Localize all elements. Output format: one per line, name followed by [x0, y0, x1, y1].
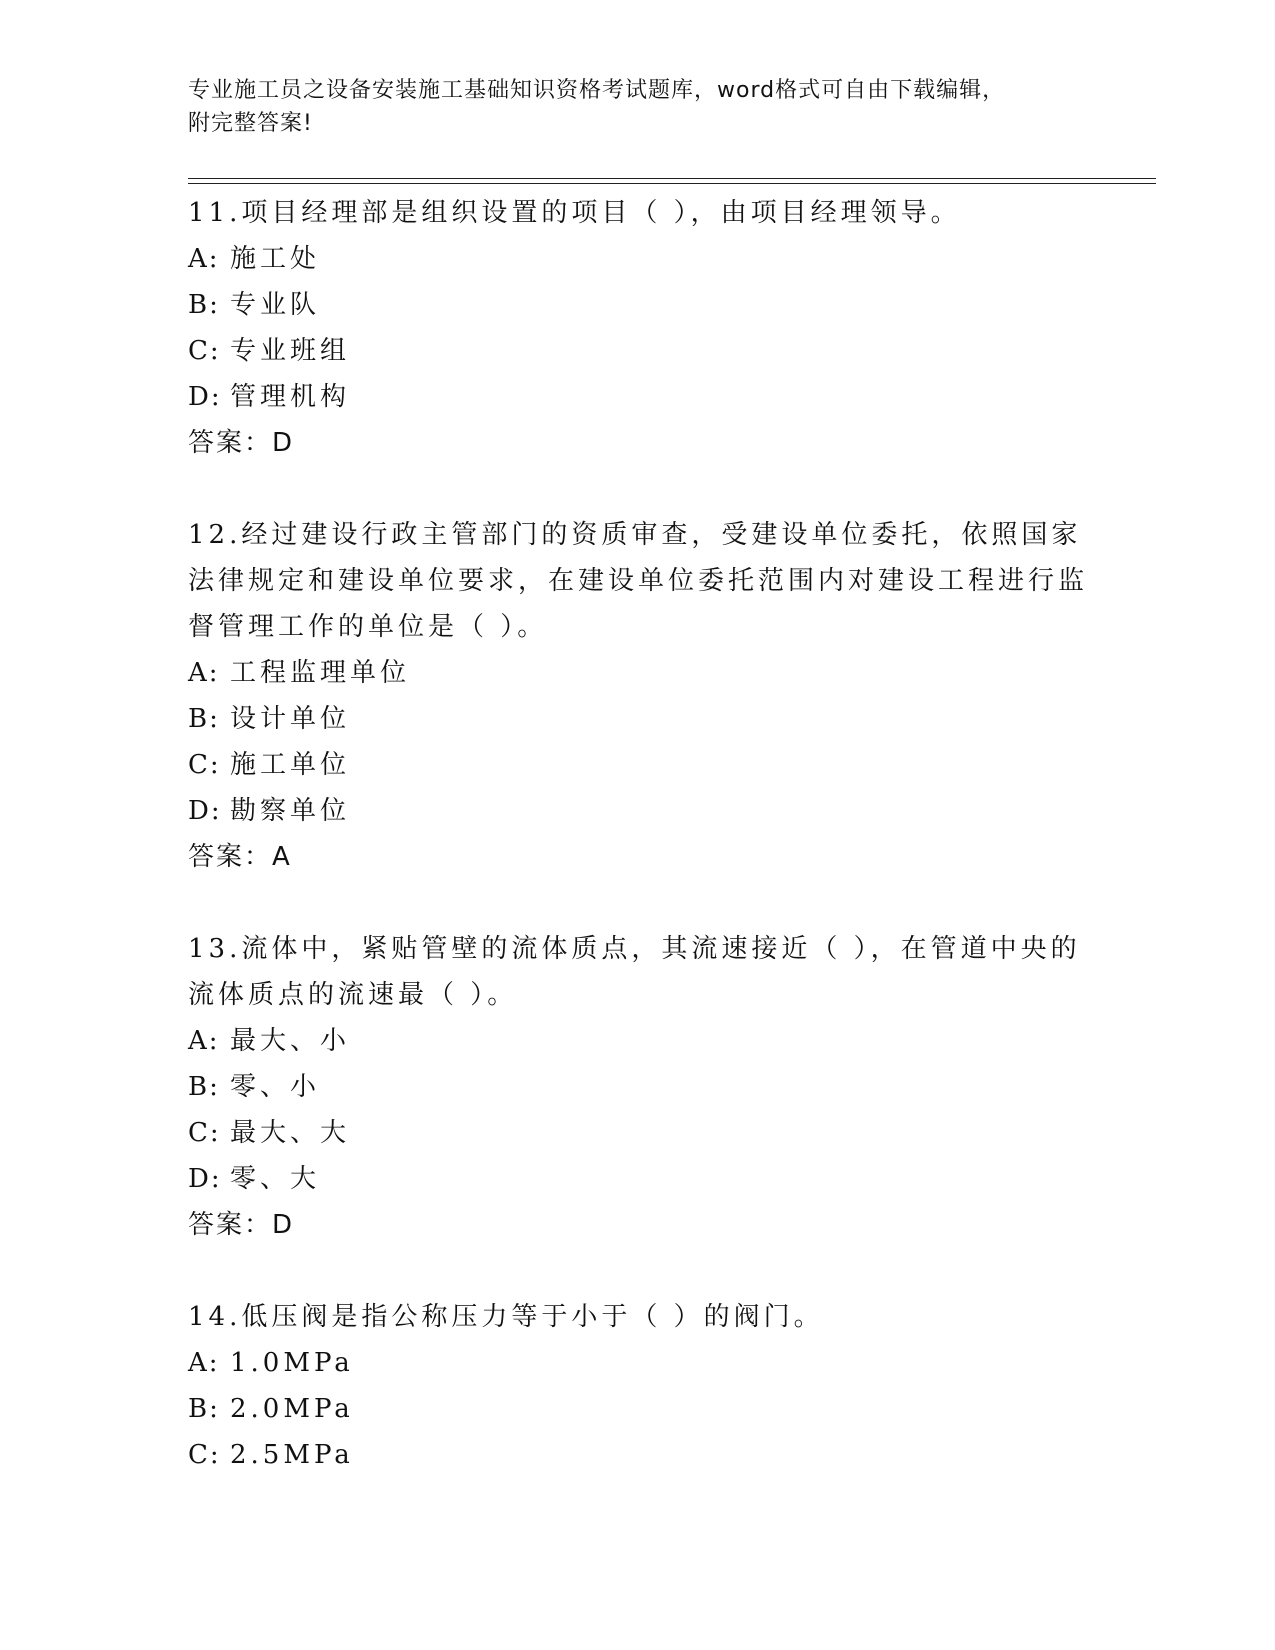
- option-text: 专业队: [230, 290, 321, 320]
- option-c: [188, 742, 1088, 788]
- option-key: B:: [188, 704, 220, 734]
- option-text: 施工单位: [230, 750, 351, 780]
- question-14: [188, 1294, 1088, 1478]
- option-key: C:: [188, 1440, 221, 1470]
- option-text: 2.0MPa: [230, 1394, 354, 1424]
- header-line-1: 专业施工员之设备安装施工基础知识资格考试题库，word格式可自由下载编辑，: [188, 78, 1006, 103]
- option-key: C:: [188, 1118, 221, 1148]
- option-text: 施工处: [230, 244, 321, 274]
- option-text: 工程监理单位: [230, 658, 411, 688]
- option-a: [188, 236, 1088, 282]
- option-key: B:: [188, 1394, 220, 1424]
- option-a: [188, 650, 1088, 696]
- option-text: 专业班组: [230, 336, 351, 366]
- option-text: 零、小: [230, 1072, 321, 1102]
- option-key: A:: [188, 1026, 220, 1056]
- header-line-2: 附完整答案!: [188, 111, 313, 136]
- question-13: [188, 926, 1088, 1248]
- option-key: A:: [188, 244, 220, 274]
- option-d: [188, 374, 1088, 420]
- option-b: [188, 1064, 1088, 1110]
- answer-line: 答案：D: [188, 428, 295, 458]
- option-a: [188, 1018, 1088, 1064]
- option-c: [188, 328, 1088, 374]
- header-divider-top: [188, 178, 1156, 179]
- option-key: C:: [188, 336, 221, 366]
- option-b: [188, 696, 1088, 742]
- option-key: D:: [188, 382, 222, 412]
- document-header: [188, 74, 1068, 140]
- option-key: C:: [188, 750, 221, 780]
- question-list: [188, 190, 1088, 1524]
- question-12: [188, 512, 1088, 880]
- option-text: 管理机构: [230, 382, 351, 412]
- option-key: D:: [188, 796, 222, 826]
- option-b: [188, 282, 1088, 328]
- option-text: 设计单位: [230, 704, 351, 734]
- option-text: 2.5MPa: [230, 1440, 354, 1470]
- option-a: [188, 1340, 1088, 1386]
- option-key: A:: [188, 658, 220, 688]
- option-key: D:: [188, 1164, 222, 1194]
- option-text: 最大、大: [230, 1118, 351, 1148]
- option-b: [188, 1386, 1088, 1432]
- option-key: A:: [188, 1348, 220, 1378]
- question-stem: 13.流体中，紧贴管壁的流体质点，其流速接近（ ），在管道中央的流体质点的流速最（ ）。: [188, 934, 1081, 1010]
- question-11: [188, 190, 1088, 466]
- option-key: B:: [188, 290, 220, 320]
- option-d: [188, 788, 1088, 834]
- question-stem: 12.经过建设行政主管部门的资质审查，受建设单位委托，依照国家法律规定和建设单位要求，在建设单位委托范围内对建设工程进行监督管理工作的单位是（ ）。: [188, 520, 1089, 642]
- answer-line: 答案：D: [188, 1210, 295, 1240]
- option-d: [188, 1156, 1088, 1202]
- option-text: 零、大: [230, 1164, 321, 1194]
- question-stem: 14.低压阀是指公称压力等于小于（ ）的阀门。: [188, 1302, 824, 1332]
- option-text: 最大、小: [230, 1026, 351, 1056]
- header-divider-bottom: [188, 183, 1156, 184]
- option-text: 1.0MPa: [230, 1348, 354, 1378]
- option-text: 勘察单位: [230, 796, 351, 826]
- option-c: [188, 1432, 1088, 1478]
- question-stem: 11.项目经理部是组织设置的项目（ ），由项目经理领导。: [188, 198, 961, 228]
- answer-line: 答案：A: [188, 842, 292, 872]
- option-c: [188, 1110, 1088, 1156]
- option-key: B:: [188, 1072, 220, 1102]
